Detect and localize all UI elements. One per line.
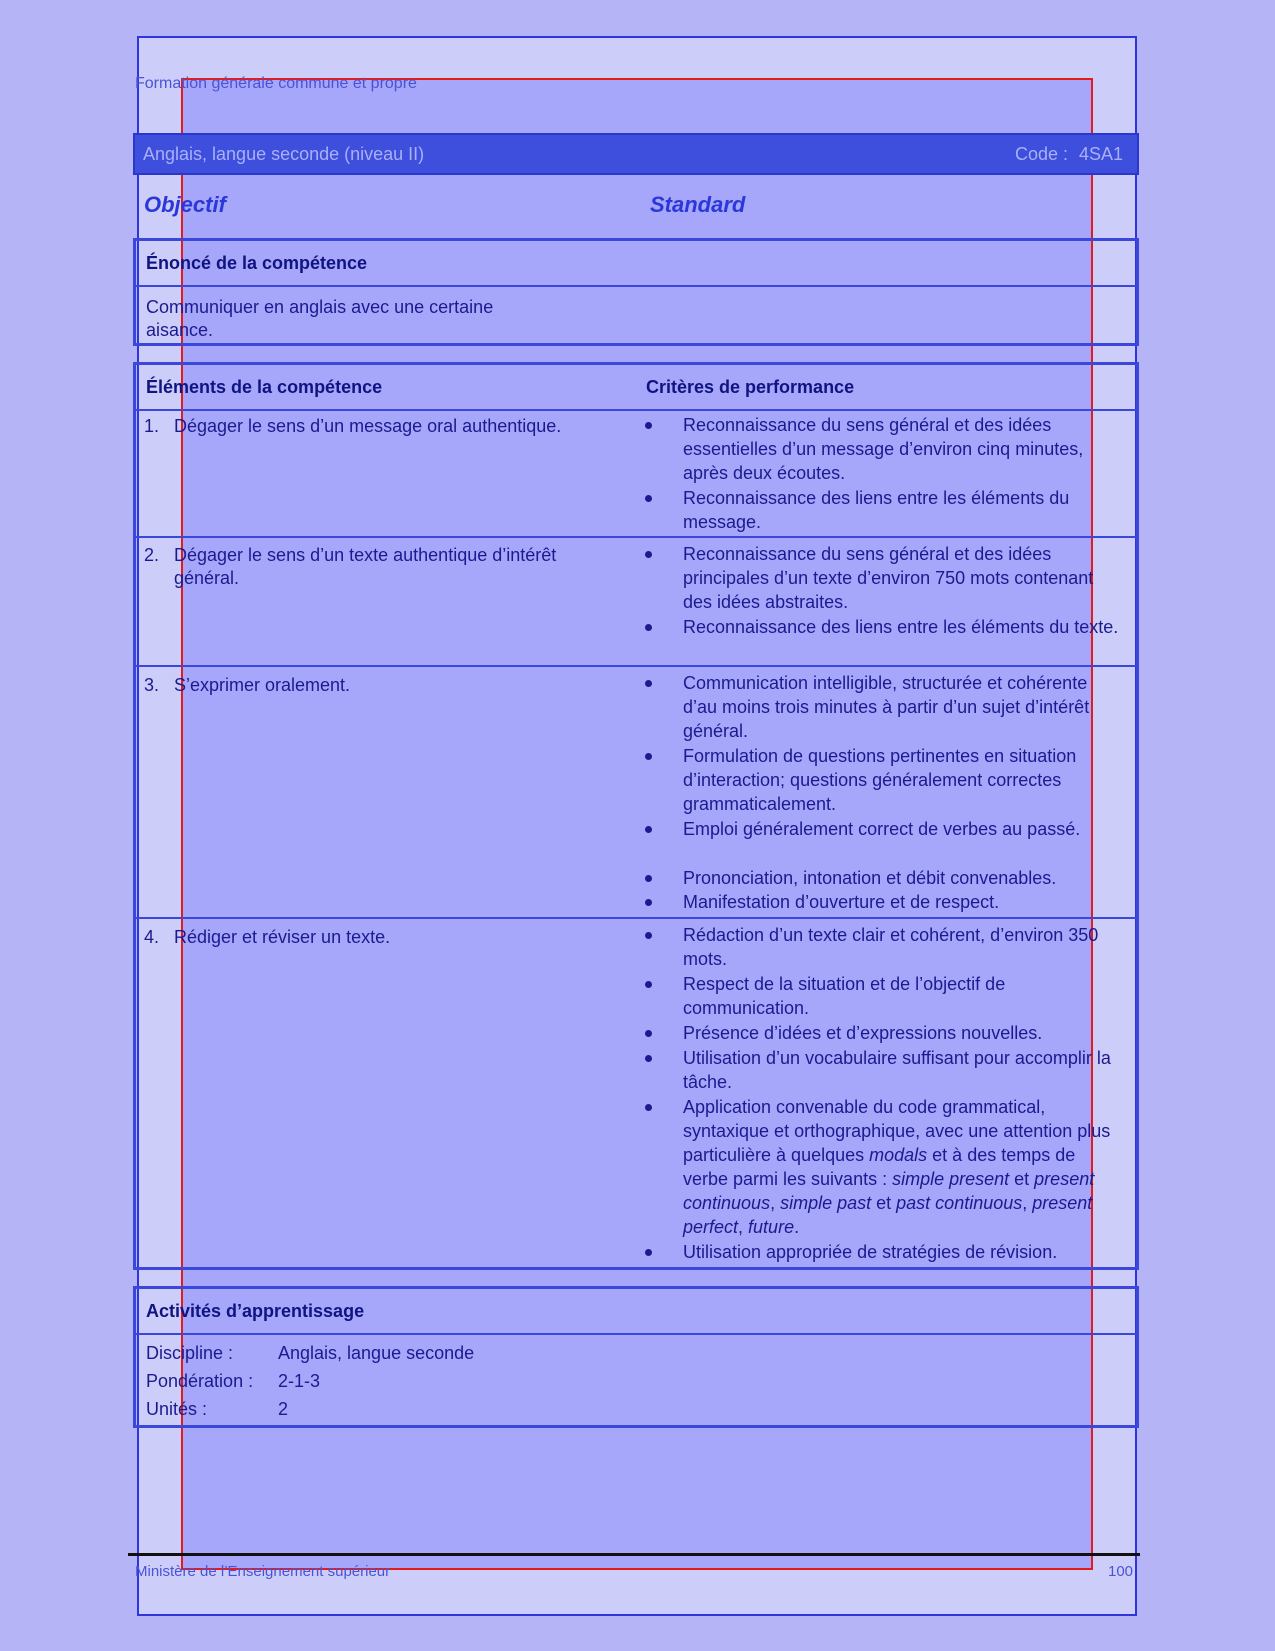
divider <box>136 409 1136 411</box>
connector-text: et <box>871 1193 897 1213</box>
ponderation-label: Pondération : <box>146 1371 254 1391</box>
criterion: Utilisation d’un vocabulaire suffisant pour accomplir la tâche. <box>683 1048 1111 1092</box>
criterion: Reconnaissance du sens général et des idées essentielles d’un message d’environ cinq minutes, après deux écoutes. <box>683 415 1084 483</box>
bullet-icon <box>645 495 652 502</box>
footer-rule <box>128 1553 1140 1556</box>
bullet-icon <box>645 981 652 988</box>
element-number: 1. <box>144 416 160 436</box>
element-number: 2. <box>144 545 160 565</box>
connector-text: , <box>770 1193 781 1213</box>
criterion: Emploi généralement correct de verbes au passé. <box>683 819 1081 839</box>
tense-term: past continuous <box>896 1193 1023 1213</box>
bullet-icon <box>645 680 652 687</box>
criterion: Manifestation d’ouverture et de respect. <box>683 892 1000 912</box>
tense-term: simple present <box>892 1169 1010 1189</box>
term-modals: modals <box>869 1145 928 1165</box>
divider <box>136 1333 1136 1335</box>
criterion: Rédaction d’un texte clair et cohérent, d’environ 350 mots. <box>683 925 1099 969</box>
col-header-criteres: Critères de performance <box>646 377 855 397</box>
bullet-icon <box>645 826 652 833</box>
divider <box>136 536 1136 538</box>
element-text: général. <box>174 568 240 588</box>
bullet-icon <box>645 551 652 558</box>
unites-value: 2 <box>278 1399 289 1419</box>
element-text: Dégager le sens d’un message oral authentique. <box>174 416 562 436</box>
divider <box>136 285 1136 287</box>
bullet-icon <box>645 932 652 939</box>
criterion: Reconnaissance des liens entre les éléments du texte. <box>683 617 1119 637</box>
ponderation-value: 2-1-3 <box>278 1371 321 1391</box>
criterion: Prononciation, intonation et débit convenables. <box>683 868 1057 888</box>
tense-term: simple past <box>780 1193 872 1213</box>
bullet-icon <box>645 1030 652 1037</box>
enonce-title: Énoncé de la compétence <box>146 253 368 273</box>
bullet-icon <box>645 1104 652 1111</box>
criterion-rich <box>683 1095 1123 1239</box>
element-text: S’exprimer oralement. <box>174 675 351 695</box>
tense-term: future <box>748 1217 795 1237</box>
divider <box>136 917 1136 919</box>
bullet-icon <box>645 624 652 631</box>
bullet-icon <box>645 753 652 760</box>
enonce-text-line: Communiquer en anglais avec une certaine <box>146 297 494 317</box>
footer-ministry: Ministère de l’Enseignement supérieur <box>135 1563 391 1580</box>
bullet-icon <box>645 1249 652 1256</box>
objectif-heading: Objectif <box>144 192 226 217</box>
enonce-text-line: aisance. <box>146 320 214 340</box>
course-title: Anglais, langue seconde (niveau II) <box>143 144 425 164</box>
course-band <box>133 133 1139 175</box>
bullet-icon <box>645 875 652 882</box>
connector-text: et à des temps de verbe parmi les suivants : <box>683 1145 1076 1189</box>
divider <box>136 665 1136 667</box>
tense-term: present continuous <box>683 1169 1095 1213</box>
criterion: Formulation de questions pertinentes en situation d’interaction; questions généralement correctes grammaticalement. <box>683 746 1077 814</box>
element-text: Rédiger et réviser un texte. <box>174 927 391 947</box>
enonce-box <box>133 238 1139 346</box>
code-label: Code : <box>1015 144 1069 164</box>
connector-text: et <box>1009 1169 1035 1189</box>
page-number: 100 <box>1108 1563 1134 1580</box>
criterion: Reconnaissance des liens entre les éléments du message. <box>683 488 1070 532</box>
standard-heading: Standard <box>650 192 746 217</box>
connector-text: , <box>738 1217 749 1237</box>
code-value: 4SA1 <box>1079 144 1124 164</box>
element-text: Dégager le sens d’un texte authentique d’intérêt <box>174 545 557 565</box>
criterion: Respect de la situation et de l’objectif de communication. <box>683 974 1006 1018</box>
criterion: Utilisation appropriée de stratégies de révision. <box>683 1242 1058 1262</box>
tense-term: present perfect <box>683 1193 1093 1237</box>
unites-label: Unités : <box>146 1399 208 1419</box>
criterion: Communication intelligible, structurée et cohérente d’au moins trois minutes à partir d’un sujet d’intérêt général. <box>683 673 1090 741</box>
connector-text: . <box>794 1217 800 1237</box>
element-number: 3. <box>144 675 160 695</box>
bullet-icon <box>645 899 652 906</box>
bullet-icon <box>645 422 652 429</box>
bullet-icon <box>645 1055 652 1062</box>
col-header-elements: Éléments de la compétence <box>146 377 383 397</box>
discipline-label: Discipline : <box>146 1343 234 1363</box>
activites-title: Activités d’apprentissage <box>146 1301 365 1321</box>
connector-text: , <box>1022 1193 1033 1213</box>
criterion-text: Application convenable du code grammatical, syntaxique et orthographique, avec une attention plus particulière à quelques <box>683 1097 1111 1165</box>
discipline-value: Anglais, langue seconde <box>278 1343 475 1363</box>
program-label: Formation générale commune et propre <box>135 75 417 92</box>
element-number: 4. <box>144 927 160 947</box>
criterion: Reconnaissance du sens général et des idées principales d’un texte d’environ 750 mots contenant des idées abstraites. <box>683 544 1094 612</box>
activites-box <box>133 1286 1139 1428</box>
criterion: Présence d’idées et d’expressions nouvelles. <box>683 1023 1043 1043</box>
